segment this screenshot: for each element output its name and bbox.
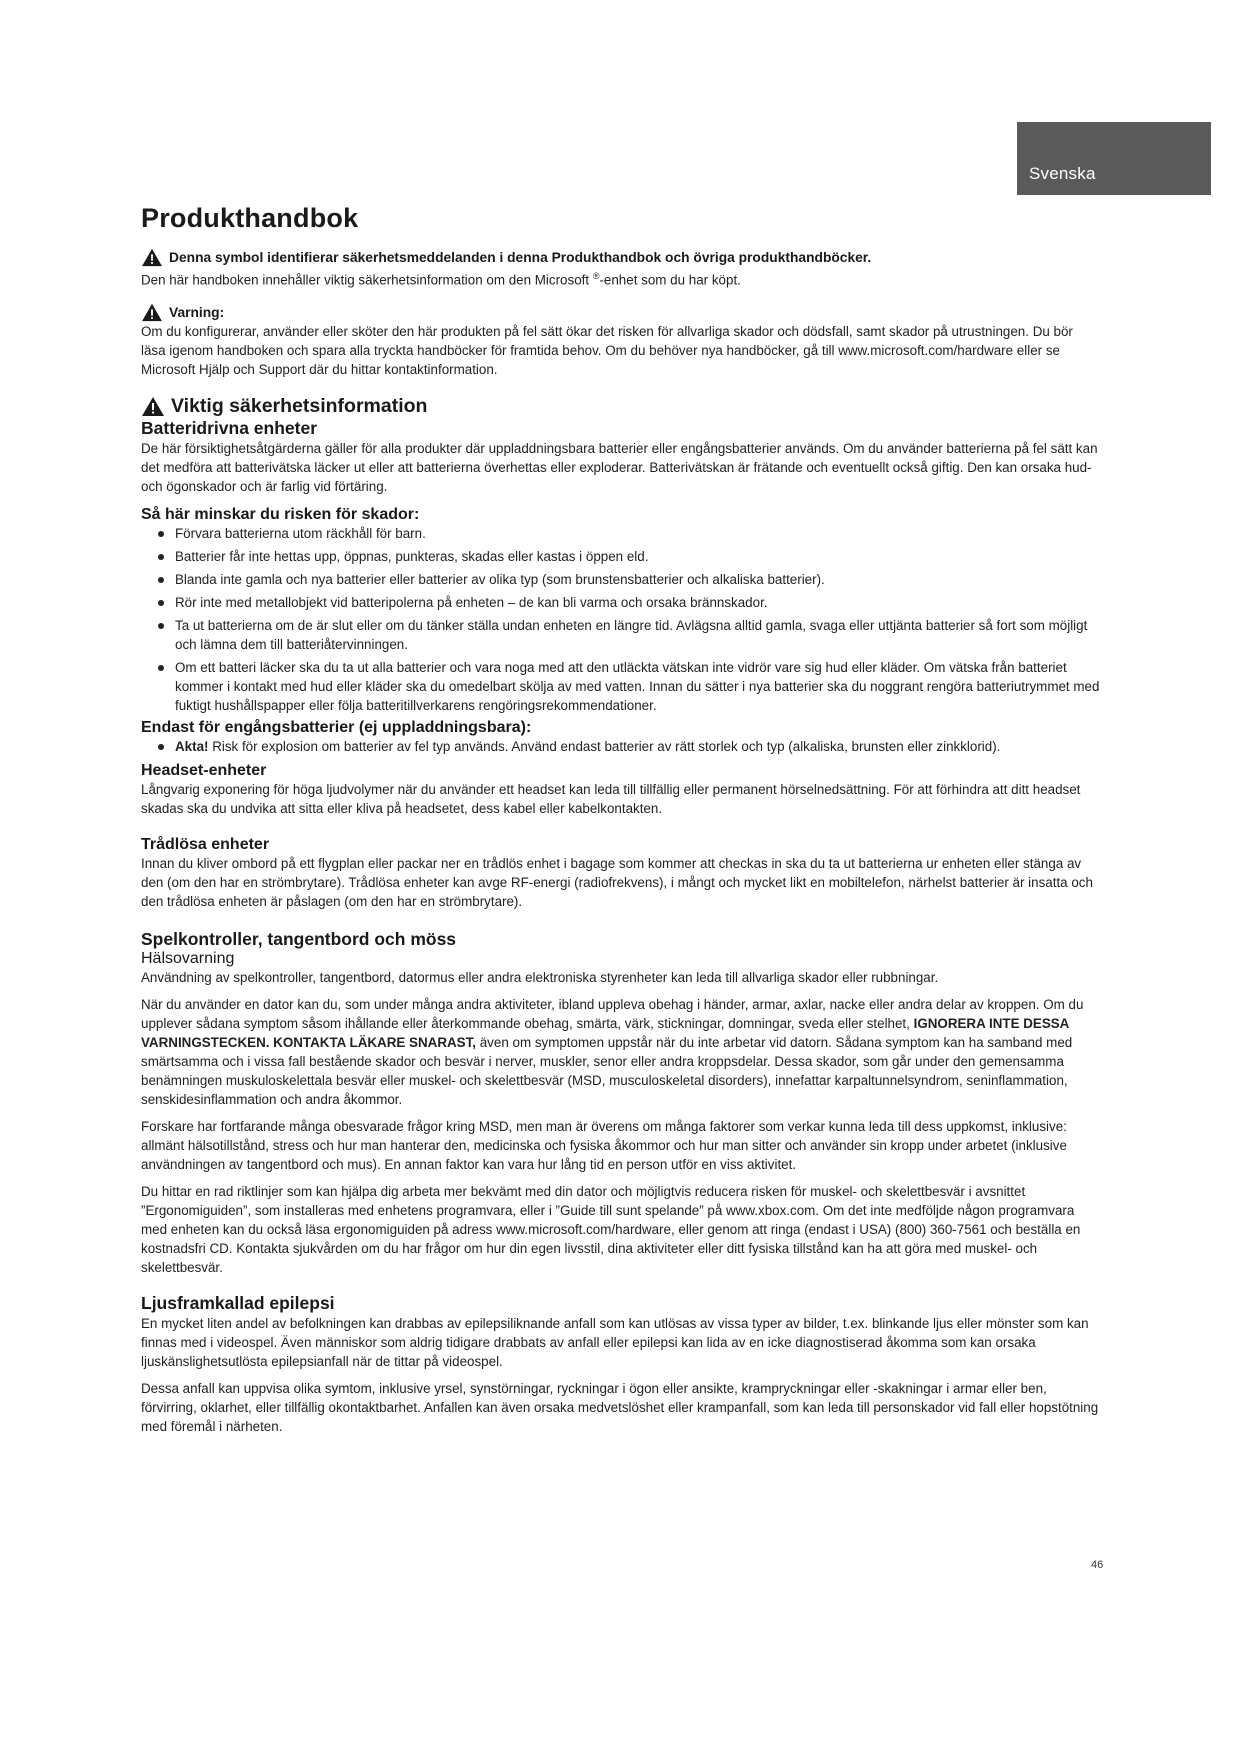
controllers-heading: Spelkontroller, tangentbord och möss — [141, 929, 457, 950]
wireless-heading: Trådlösa enheter — [141, 836, 270, 854]
battery-text: De här försiktighetsåtgärderna gäller för alla produkter där uppladdningsbara batterier eller engångsbatterier används. Om du använder batterierna på fel sätt kan det medföra att batterivätska läcker ut eller att batterierna överhettas eller exploderar. Batterivätskan är frätande och eventuellt också giftig. Den kan orsaka hud- och ögonskador och är farlig vid förtäring. — [141, 441, 1098, 495]
page-title: Produkthandbok — [141, 203, 359, 233]
warning-triangle-icon — [141, 396, 165, 417]
language-tab: Svenska — [1017, 122, 1211, 195]
bullet-icon — [158, 600, 164, 606]
list-item — [141, 570, 1101, 589]
list-item-text: Batterier får inte hettas upp, öppnas, punkteras, skadas eller kastas i öppen eld. — [175, 549, 649, 565]
disposable-bullet-list — [141, 737, 1101, 756]
epilepsy-heading: Ljusframkallad epilepsi — [141, 1293, 335, 1314]
list-item-text: Ta ut batterierna om de är slut eller om du tänker ställa undan enheten en längre tid. Avlägsna alltid gamla, svaga eller uttjänta batterier så fort som möjligt och lämna dem till batteriåtervinningen. — [175, 618, 1088, 653]
headset-heading: Headset-enheter — [141, 762, 267, 780]
list-item-text: Rör inte med metallobjekt vid batteripolerna på enheten – de kan bli varma och orsaka brännskador. — [175, 595, 768, 611]
safety-heading — [141, 395, 1101, 418]
page-number: 46 — [1091, 1559, 1104, 1571]
safety-heading-text: Viktig säkerhetsinformation — [171, 395, 428, 418]
epilepsy-p1: En mycket liten andel av befolkningen kan drabbas av epilepsiliknande anfall som kan utlösas av vissa typer av bilder, t.ex. blinkande ljus eller mönster som kan finnas med i videospel. Även människor som aldrig tidigare drabbats av anfall eller epilepsi kan lida av en icke diagnostiserad åkomma som kan orsaka ljuskänslighetsutlösta epilepsianfall när de tittar på videospel. — [141, 1316, 1089, 1370]
wireless-text: Innan du kliver ombord på ett flygplan eller packar ner en trådlös enhet i bagage som kommer att checkas in ska du ta ut batterierna ur enheten eller stänga av den (om den har en strömbrytare). Trådlösa enheter kan avge RF-energi (radiofrekvens), i mångt och mycket likt en mobiltelefon, närhelst batterier är insatta och den trådlösa enheten är påslagen (om den har en strömbrytare). — [141, 856, 1093, 910]
symbol-note-text: Denna symbol identifierar säkerhetsmeddelanden i denna Produkthandbok och övriga produkthandböcker. — [169, 250, 872, 265]
list-item — [141, 547, 1101, 566]
battery-heading: Batteridrivna enheter — [141, 418, 318, 439]
list-item-text: Förvara batterierna utom räckhåll för barn. — [175, 526, 426, 542]
list-item-text: Om ett batteri läcker ska du ta ut alla batterier och vara noga med att den utläckta vätskan inte vidrör vare sig hud eller kläder. Om vätska från batteriet kommer i kontakt med hud eller kläder ska du omedelbart skölja av med vatten. Innan du sätter i nya batterier ska du noggrant rengöra batteriutrymmet med fuktigt hushållspapper eller följa batteritillverkarens rengöringsrekommendationer. — [175, 660, 1100, 714]
bullet-icon — [158, 744, 164, 750]
bullet-icon — [158, 577, 164, 583]
controllers-p2-end: även om symptomen uppstår när du inte arbetar vid datorn. Sådana symptom kan ha samband med smärtsamma och i vissa fall bestående skador och besvär i nerver, muskler, senor eller andra kroppsdelar. Dessa skador, som går under den gemensamma benämningen muskuloskelettala besvär eller muskel- och skelettbesvär (MSD, musculoskeletal disorders), innefattar karpaltunnelsyndrom, seninflammation, senskidesinflammation och andra åkommor. — [141, 1035, 1073, 1108]
battery-bullet-list — [141, 524, 1101, 715]
caution-label: Akta! — [175, 739, 209, 755]
warning-label-row — [141, 303, 1101, 322]
bullet-icon — [158, 665, 164, 671]
bullet-icon — [158, 554, 164, 560]
intro-text-start: Den här handboken innehåller viktig säkerhetsinformation om den Microsoft — [141, 272, 593, 288]
reduce-risk-heading: Så här minskar du risken för skador: — [141, 506, 420, 524]
warning-triangle-icon — [141, 303, 163, 322]
list-item-text: Blanda inte gamla och nya batterier eller batterier av olika typ (som brunstensbatterier och alkaliska batterier). — [175, 572, 825, 588]
intro-text-end: -enhet som du har köpt. — [599, 272, 741, 288]
disposable-heading: Endast för engångsbatterier (ej uppladdningsbara): — [141, 719, 532, 737]
headset-text: Långvarig exponering för höga ljudvolymer när du använder ett headset kan leda till tillfällig eller permanent hörselnedsättning. För att förhindra att ditt headset skadas ska du undvika att sitta eller kliva på headsetet, dess kabel eller kabelkontakten. — [141, 782, 1081, 817]
bullet-icon — [158, 623, 164, 629]
list-item — [141, 658, 1101, 715]
controllers-p2-emphasis: IGNORERA INTE DESSA VARNINGSTECKEN. KONTAKTA LÄKARE SNARAST, — [141, 1016, 1069, 1051]
health-warning-heading: Hälsovarning — [141, 950, 235, 968]
controllers-p1: Användning av spelkontroller, tangentbord, datormus eller andra elektroniska styrenheter kan leda till allvarliga skador eller rubbningar. — [141, 970, 939, 986]
list-item — [141, 616, 1101, 654]
list-item — [141, 524, 1101, 543]
warning-triangle-icon — [141, 248, 163, 267]
symbol-note — [141, 248, 1101, 267]
controllers-p3: Forskare har fortfarande många obesvarade frågor kring MSD, men man är överens om många faktorer som verkar kunna leda till dess uppkomst, inklusive: allmänt hälsotillstånd, stress och hur man hanterar den, medicinska och fysiska åkommor och hur man sitter och använder sin kropp under arbetet (inklusive användningen av tangentbord och mus). En annan faktor kan vara hur lång tid en person utför en viss aktivitet. — [141, 1119, 1067, 1173]
list-item-text: Risk för explosion om batterier av fel typ används. Använd endast batterier av rätt storlek och typ (alkaliska, brunsten eller zinkklorid). — [208, 739, 1001, 755]
epilepsy-p2: Dessa anfall kan uppvisa olika symtom, inklusive yrsel, synstörningar, ryckningar i ögon eller ansikte, krampryckningar eller -skakningar i armar eller ben, förvirring, oklarhet, eller tillfällig okontaktbarhet. Anfallen kan även orsaka medvetslöshet eller krampanfall, som kan leda till personskador vid fall eller hopstötning med föremål i närheten. — [141, 1381, 1099, 1435]
warning-label: Varning: — [169, 305, 225, 321]
warning-text: Om du konfigurerar, använder eller sköter den här produkten på fel sätt ökar det risken för allvarliga skador och dödsfall, samt skador på utrustningen. Du bör läsa igenom handboken och spara alla tryckta handböcker för framtida behov. Om du behöver nya handböcker, gå till www.microsoft.com/hardware eller se Microsoft Hjälp och Support där du hittar kontaktinformation. — [141, 324, 1073, 378]
controllers-p2 — [141, 995, 1101, 1109]
registered-mark: ® — [592, 271, 600, 281]
controllers-p2-start: När du använder en dator kan du, som under många andra aktiviteter, ibland uppleva obehag i händer, armar, axlar, nacke eller andra delar av kroppen. Om du upplever sådana symptom såsom ihållande eller återkommande obehag, smärta, värk, stickningar, domningar, sveda eller stelhet, — [141, 997, 1084, 1032]
list-item — [141, 737, 1101, 756]
page-content — [141, 203, 1101, 1436]
intro-text — [141, 267, 1101, 289]
bullet-icon — [158, 531, 164, 537]
list-item — [141, 593, 1101, 612]
controllers-p4: Du hittar en rad riktlinjer som kan hjälpa dig arbeta mer bekvämt med din dator och möjligtvis reducera risken för muskel- och skelettbesvär i avsnittet ”Ergonomiguiden”, som installeras med enhetens programvara, eller i ”Guide till sunt spelande” på www.xbox.com. Om det inte medföljde någon programvara med enheten kan du också läsa ergonomiguiden på adress www.microsoft.com/hardware, eller genom att ringa (endast i USA) (800) 360-7561 och beställa en kostnadsfri CD. Kontakta sjukvården om du har frågor om hur din egen livsstil, dina aktiviteter eller ditt fysiska tillstånd kan ha att göra med muskel- och skelettbesvär. — [141, 1184, 1081, 1276]
